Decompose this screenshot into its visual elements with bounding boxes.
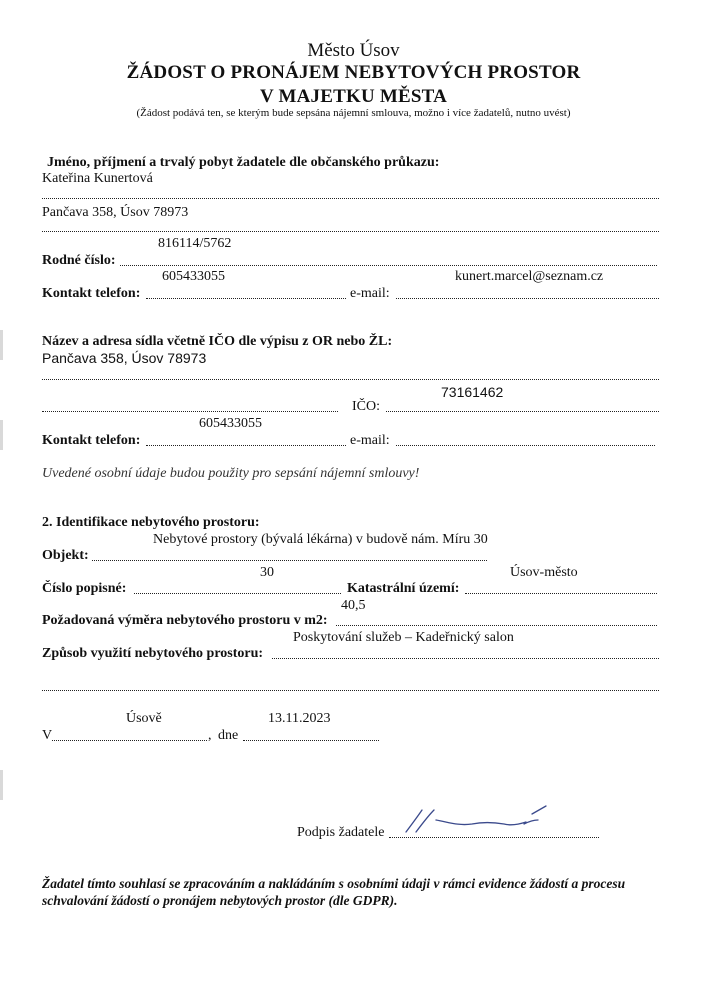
company-phone-label: Kontakt telefon:: [42, 433, 141, 448]
cadastral-value[interactable]: Úsov-město: [510, 565, 578, 580]
ico-label: IČO:: [352, 399, 380, 414]
dotted-line: [92, 560, 487, 561]
dotted-line: [336, 625, 657, 626]
area-value[interactable]: 40,5: [341, 598, 366, 613]
dotted-line: [465, 593, 657, 594]
applicant-phone-label: Kontakt telefon:: [42, 286, 141, 301]
dotted-line: [389, 837, 599, 838]
applicant-address[interactable]: Pančava 358, Úsov 78973: [42, 205, 189, 220]
form-title-line1: ŽÁDOST O PRONÁJEM NEBYTOVÝCH PROSTOR: [126, 62, 581, 83]
dotted-line: [396, 445, 655, 446]
dotted-line: [52, 740, 207, 741]
date-comma: ,: [208, 728, 212, 743]
ico-value[interactable]: 73161462: [441, 384, 504, 400]
company-address[interactable]: Pančava 358, Úsov 78973: [42, 350, 207, 366]
dotted-line: [42, 411, 338, 412]
dotted-line: [42, 231, 659, 232]
object-label: Objekt:: [42, 548, 89, 563]
company-heading: Název a adresa sídla včetně IČO dle výpisu z OR nebo ŽL:: [42, 334, 393, 349]
company-email-label: e-mail:: [350, 433, 390, 448]
date-label: dne: [218, 728, 239, 743]
usage-value[interactable]: Poskytování služeb – Kadeřnický salon: [293, 630, 514, 645]
dotted-line: [386, 411, 659, 412]
place-label: V: [42, 728, 53, 743]
usage-label: Způsob využití nebytového prostoru:: [42, 646, 264, 661]
signature-label: Podpis žadatele: [297, 825, 385, 840]
dotted-line: [42, 690, 659, 691]
applicant-email-label: e-mail:: [350, 286, 390, 301]
scan-edge-mark: [0, 330, 3, 360]
date-value[interactable]: 13.11.2023: [268, 711, 331, 726]
place-value[interactable]: Úsově: [126, 711, 162, 726]
form-title-line2: V MAJETKU MĚSTA: [259, 86, 448, 107]
dotted-line: [120, 265, 657, 266]
dotted-line: [396, 298, 659, 299]
dotted-line: [42, 198, 659, 199]
birth-number-value[interactable]: 816114/5762: [158, 236, 232, 251]
signature-scribble: [400, 802, 550, 836]
dotted-line: [243, 740, 379, 741]
house-number-value[interactable]: 30: [260, 565, 274, 580]
consent-line2: schvalování žádostí o pronájem nebytových prostor (dle GDPR).: [42, 893, 398, 908]
dotted-line: [146, 445, 346, 446]
birth-number-label: Rodné číslo:: [42, 253, 116, 268]
applicant-email-value[interactable]: kunert.marcel@seznam.cz: [455, 269, 604, 284]
dotted-line: [42, 379, 659, 380]
consent-line1: Žadatel tímto souhlasí se zpracováním a nakládáním s osobními údaji v rámci evidence žádostí a procesu: [42, 876, 626, 891]
applicant-name[interactable]: Kateřina Kunertová: [42, 171, 153, 186]
applicant-heading: Jméno, příjmení a trvalý pobyt žadatele dle občanského průkazu:: [47, 155, 440, 170]
dotted-line: [146, 298, 346, 299]
area-label: Požadovaná výměra nebytového prostoru v m2:: [42, 613, 328, 628]
scan-edge-mark: [0, 420, 3, 450]
applicant-phone-value[interactable]: 605433055: [162, 269, 225, 284]
dotted-line: [272, 658, 659, 659]
house-number-label: Číslo popisné:: [42, 581, 127, 596]
form-note: (Žádost podává ten, se kterým bude sepsána nájemní smlouva, možno i více žadatelů, nutno uvést): [136, 107, 571, 119]
object-value[interactable]: Nebytové prostory (bývalá lékárna) v budově nám. Míru 30: [153, 532, 488, 547]
cadastral-label: Katastrální území:: [347, 581, 460, 596]
dotted-line: [134, 593, 341, 594]
scan-edge-mark: [0, 770, 3, 800]
company-phone-value[interactable]: 605433055: [199, 416, 262, 431]
privacy-note: Uvedené osobní údaje budou použity pro sepsání nájemní smlouvy!: [42, 466, 420, 481]
premises-heading: 2. Identifikace nebytového prostoru:: [42, 515, 260, 530]
city-name: Město Úsov: [307, 40, 400, 61]
